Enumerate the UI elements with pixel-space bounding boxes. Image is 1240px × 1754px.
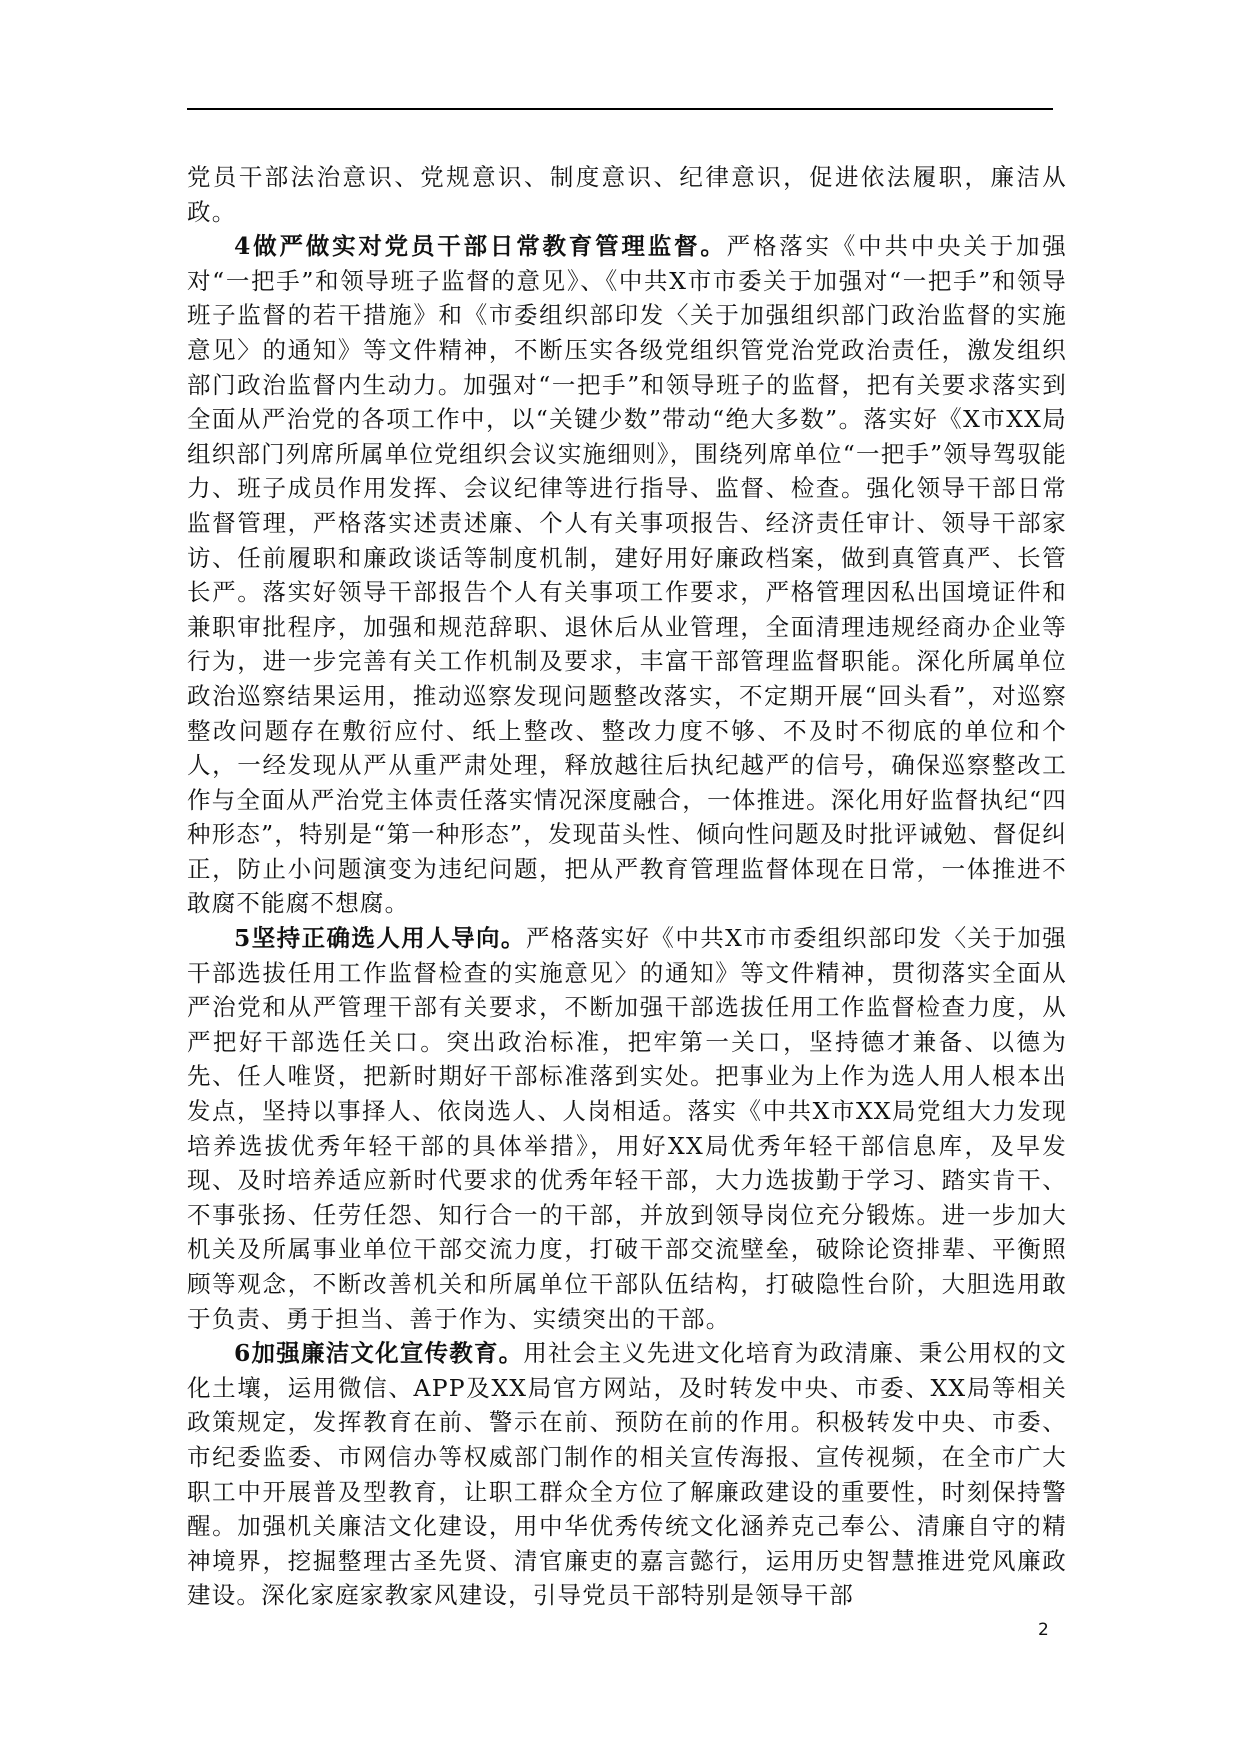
header-rule <box>187 108 1053 110</box>
section-4-paragraph <box>187 229 1067 921</box>
section-4-body: 严格落实《中共中央关于加强对“一把手”和领导班子监督的意见》、《中共X市市委关于加强对“一把手”和领导班子监督的若干措施》和《市委组织部印发〈关于加强组织部门政治监督的实施意见〉的通知》等文件精神，不断压实各级党组织管党治党政治责任，激发组织部门政治监督内生动力。加强对“一把手”和领导班子的监督，把有关要求落实到全面从严治党的各项工作中，以“关键少数”带动“绝大多数”。落实好《X市XX局组织部门列席所属单位党组织会议实施细则》，围绕列席单位“一把手”领导驾驭能力、班子成员作用发挥、会议纪律等进行指导、监督、检查。强化领导干部日常监督管理，严格落实述责述廉、个人有关事项报告、经济责任审计、领导干部家访、任前履职和廉政谈话等制度机制，建好用好廉政档案，做到真管真严、长管长严。落实好领导干部报告个人有关事项工作要求，严格管理因私出国境证件和兼职审批程序，加强和规范辞职、退休后从业管理，全面清理违规经商办企业等行为，进一步完善有关工作机制及要求，丰富干部管理监督职能。深化所属单位政治巡察结果运用，推动巡察发现问题整改落实，不定期开展“回头看”，对巡察整改问题存在敷衍应付、纸上整改、整改力度不够、不及时不彻底的单位和个人，一经发现从严从重严肃处理，释放越往后执纪越严的信号，确保巡察整改工作与全面从严治党主体责任落实情况深度融合，一体推进。深化用好监督执纪“四种形态”，特别是“第一种形态”，发现苗头性、倾向性问题及时批评诫勉、督促纠正，防止小问题演变为违纪问题，把从严教育管理监督体现在日常，一体推进不敢腐不能腐不想腐。 <box>187 232 1067 918</box>
section-4-heading: 4做严做实对党员干部日常教育管理监督。 <box>234 232 727 261</box>
continued-paragraph <box>187 160 1067 229</box>
continued-paragraph-text: 党员干部法治意识、党规意识、制度意识、纪律意识，促进依法履职，廉洁从政。 <box>187 163 1067 226</box>
section-5-heading: 5坚持正确选人用人导向。 <box>234 924 526 953</box>
section-6-heading: 6加强廉洁文化宣传教育。 <box>234 1339 524 1368</box>
section-5-paragraph <box>187 921 1067 1336</box>
section-6-paragraph <box>187 1336 1067 1613</box>
document-body <box>187 160 1067 1613</box>
section-6-body: 用社会主义先进文化培育为政清廉、秉公用权的文化土壤，运用微信、APP及XX局官方网站，及时转发中央、市委、XX局等相关政策规定，发挥教育在前、警示在前、预防在前的作用。积极转发中央、市委、市纪委监委、市网信办等权威部门制作的相关宣传海报、宣传视频，在全市广大职工中开展普及型教育，让职工群众全方位了解廉政建设的重要性，时刻保持警醒。加强机关廉洁文化建设，用中华优秀传统文化涵养克己奉公、清廉自守的精神境界，挖掘整理古圣先贤、清官廉吏的嘉言懿行，运用历史智慧推进党风廉政建设。深化家庭家教家风建设，引导党员干部特别是领导干部 <box>187 1339 1067 1610</box>
page-number: 2 <box>1038 1620 1049 1640</box>
section-5-body: 严格落实好《中共X市市委组织部印发〈关于加强干部选拔任用工作监督检查的实施意见〉的通知》等文件精神，贯彻落实全面从严治党和从严管理干部有关要求，不断加强干部选拔任用工作监督检查力度，从严把好干部选任关口。突出政治标准，把牢第一关口，坚持德才兼备、以德为先、任人唯贤，把新时期好干部标准落到实处。把事业为上作为选人用人根本出发点，坚持以事择人、依岗选人、人岗相适。落实《中共X市XX局党组大力发现培养选拔优秀年轻干部的具体举措》，用好XX局优秀年轻干部信息库，及早发现、及时培养适应新时代要求的优秀年轻干部，大力选拔勤于学习、踏实肯干、不事张扬、任劳任怨、知行合一的干部，并放到领导岗位充分锻炼。进一步加大机关及所属事业单位干部交流力度，打破干部交流壁垒，破除论资排辈、平衡照顾等观念，不断改善机关和所属单位干部队伍结构，打破隐性台阶，大胆选用敢于负责、勇于担当、善于作为、实绩突出的干部。 <box>187 924 1067 1333</box>
